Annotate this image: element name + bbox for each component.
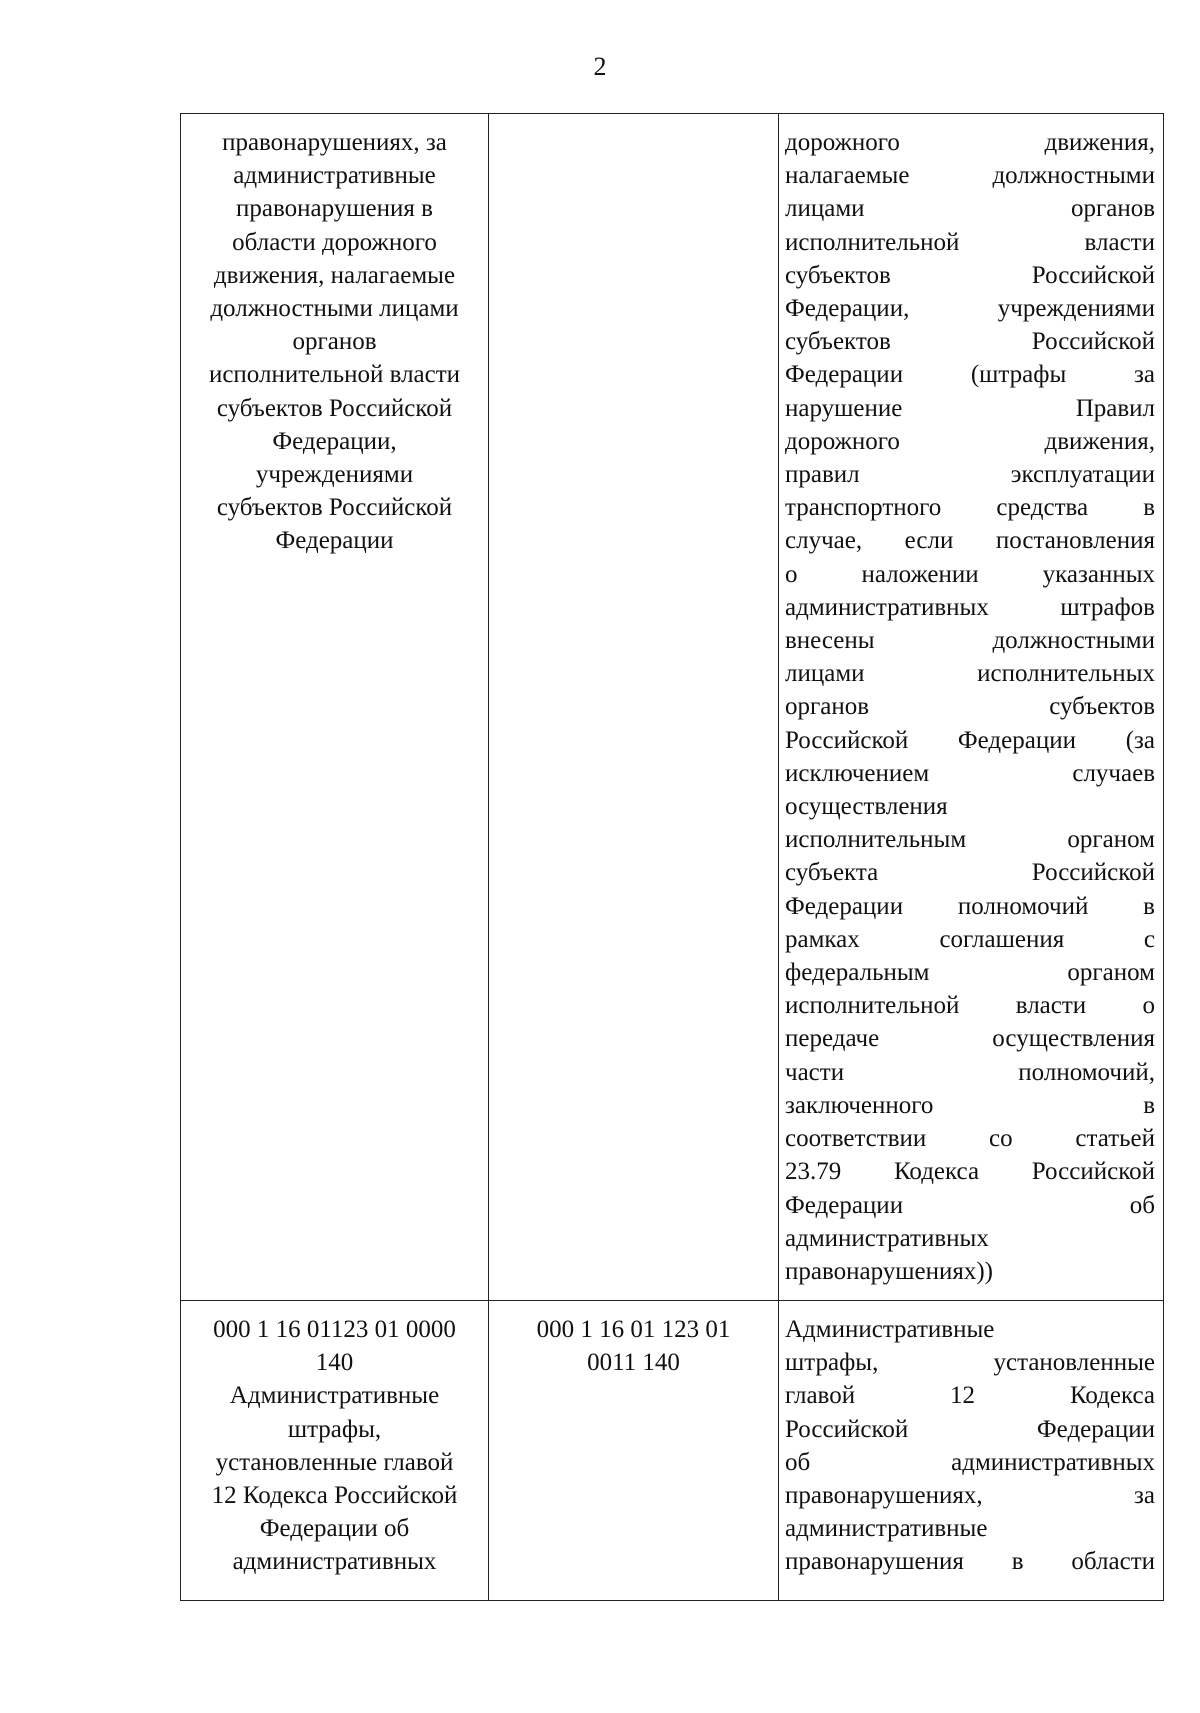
row1-right-line: Российской Федерации (за xyxy=(785,726,1155,754)
row1-left-line: области дорожного xyxy=(232,228,437,256)
row1-right-line: Федерации полномочий в xyxy=(785,892,1155,920)
row1-left-line: исполнительной власти xyxy=(208,361,461,389)
row2-left-line: административных xyxy=(232,1548,437,1576)
row1-right-line: соответствии со статьей xyxy=(785,1125,1155,1153)
budget-codes-table xyxy=(180,113,1164,1601)
row1-right-line: Федерации об xyxy=(785,1191,1155,1219)
row1-right-line: исключением случаев xyxy=(785,759,1155,787)
row1-right-line: случае, если постановления xyxy=(785,527,1155,555)
row2-right-line: правонарушения в области xyxy=(785,1548,1155,1576)
row2-left-line: 12 Кодекса Российской xyxy=(211,1482,458,1510)
row1-right-line: налагаемые должностными xyxy=(785,162,1155,190)
row1-right-line: о наложении указанных xyxy=(785,560,1155,588)
row2-middle-line: 0011 140 xyxy=(587,1349,680,1377)
row1-right-line: заключенного в xyxy=(785,1091,1155,1119)
row2-right-cell xyxy=(779,1301,1164,1601)
row1-right-line: Федерации, учреждениями xyxy=(785,295,1155,323)
row1-left-line: правонарушения в xyxy=(236,195,433,223)
row2-left-line: Административные xyxy=(229,1382,440,1410)
row2-middle-line: 000 1 16 01 123 01 xyxy=(536,1316,731,1343)
row1-right-line: административных штрафов xyxy=(785,593,1155,621)
row2-middle-cell xyxy=(489,1301,779,1601)
row2-right-line: административные xyxy=(785,1515,988,1543)
row1-right-line: субъектов Российской xyxy=(785,328,1155,356)
row1-left-line: движения, налагаемые xyxy=(213,261,456,289)
row2-left-cell xyxy=(181,1301,489,1601)
row1-right-line: исполнительной власти о xyxy=(785,992,1155,1020)
row1-right-line: передаче осуществления xyxy=(785,1025,1155,1053)
row1-right-line: Федерации (штрафы за xyxy=(785,361,1155,389)
row1-right-line: осуществления xyxy=(785,793,948,821)
row1-right-line: транспортного средства в xyxy=(785,494,1155,522)
row2-right-line: об административных xyxy=(785,1448,1155,1476)
row1-middle-cell xyxy=(489,114,779,1301)
row1-right-line: исполнительным органом xyxy=(785,826,1155,854)
row1-right-line: правил эксплуатации xyxy=(785,461,1155,489)
row1-left-line: субъектов Российской xyxy=(216,494,453,522)
row1-left-line: субъектов Российской xyxy=(216,394,453,422)
row2-right-line: штрафы, установленные xyxy=(785,1349,1155,1377)
row1-right-line: исполнительной власти xyxy=(785,228,1155,256)
row1-right-line: федеральным органом xyxy=(785,959,1155,987)
row1-right-line: части полномочий, xyxy=(785,1058,1155,1086)
row2-left-line: Федерации об xyxy=(259,1515,410,1543)
row1-left-line: Федерации, xyxy=(272,427,397,455)
row2-right-line: главой 12 Кодекса xyxy=(785,1382,1155,1410)
row1-right-line: внесены должностными xyxy=(785,627,1155,655)
page-number: 2 xyxy=(593,52,607,81)
row1-right-line: органов субъектов xyxy=(785,693,1155,721)
row1-right-line: нарушение Правил xyxy=(785,394,1155,422)
table-row xyxy=(181,1301,1164,1601)
row1-left-line: учреждениями xyxy=(255,461,414,489)
row2-left-line: установленные главой xyxy=(215,1448,454,1476)
row2-left-line: штрафы, xyxy=(287,1415,382,1443)
row1-left-cell xyxy=(181,114,489,1301)
row2-right-line: Административные xyxy=(785,1316,995,1343)
row1-right-line: дорожного движения, xyxy=(785,427,1155,455)
row1-left-line: органов xyxy=(292,328,377,356)
row1-right-line: дорожного движения, xyxy=(785,129,1155,156)
row1-right-line: рамках соглашения с xyxy=(785,925,1155,953)
row1-right-line: лицами органов xyxy=(785,195,1155,223)
row1-left-line: должностными лицами xyxy=(210,295,459,323)
row1-left-line: правонарушениях, за xyxy=(222,129,447,156)
row1-right-line: лицами исполнительных xyxy=(785,660,1155,688)
row2-right-line: правонарушениях, за xyxy=(785,1482,1155,1510)
row1-right-line: 23.79 Кодекса Российской xyxy=(785,1158,1155,1186)
row1-left-line: административные xyxy=(233,162,436,190)
row2-left-line: 000 1 16 01123 01 0000 xyxy=(213,1316,456,1343)
row1-right-cell xyxy=(779,114,1164,1301)
row2-right-line: Российской Федерации xyxy=(785,1415,1155,1443)
row1-right-line: субъекта Российской xyxy=(785,859,1155,887)
row1-left-line: Федерации xyxy=(275,527,394,555)
row1-right-line: правонарушениях)) xyxy=(785,1257,994,1285)
row1-right-line: административных xyxy=(785,1224,989,1252)
table-row xyxy=(181,114,1164,1301)
row2-left-line: 140 xyxy=(315,1349,354,1377)
row1-right-line: субъектов Российской xyxy=(785,261,1155,289)
